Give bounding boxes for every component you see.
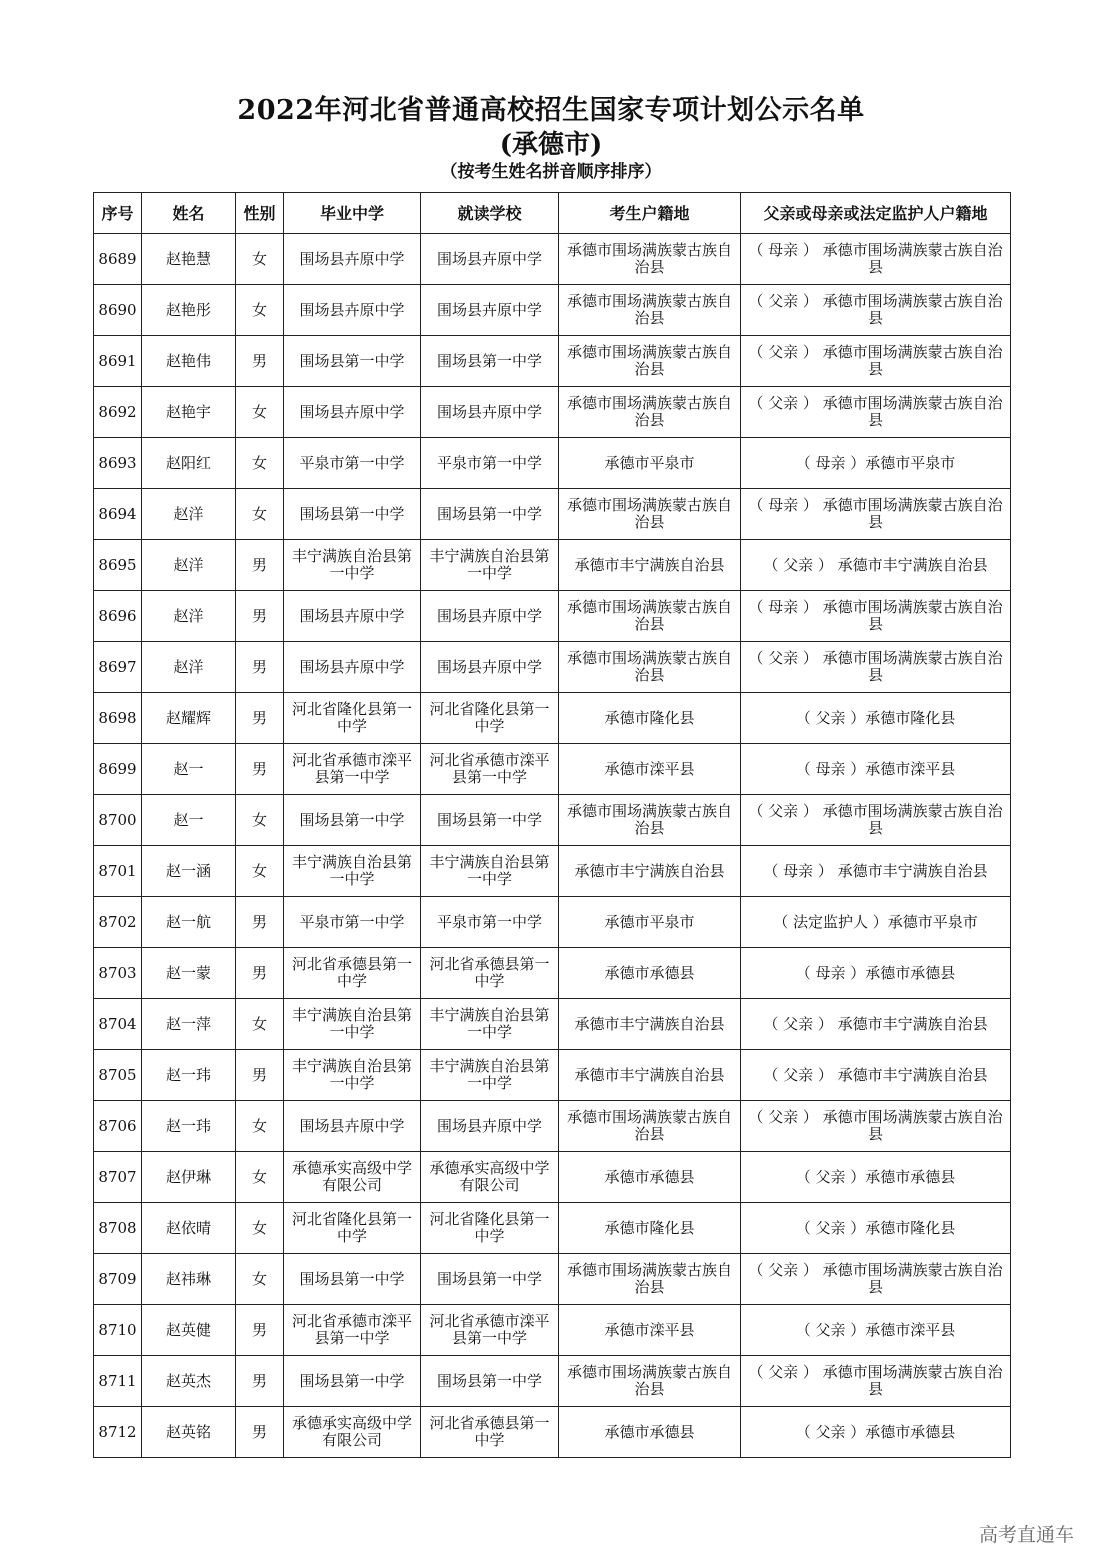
student-domicile-cell: 承德市承德县 bbox=[559, 1152, 741, 1203]
guardian-domicile-cell: （ 父亲 ） 承德市围场满族蒙古族自治县 bbox=[741, 285, 1011, 336]
name-cell: 赵艳彤 bbox=[142, 285, 236, 336]
name-cell: 赵依晴 bbox=[142, 1203, 236, 1254]
name-cell: 赵祎琳 bbox=[142, 1254, 236, 1305]
seq-cell: 8700 bbox=[94, 795, 142, 846]
table-row bbox=[94, 1101, 1011, 1152]
gender-cell: 男 bbox=[236, 1356, 284, 1407]
current-school-cell: 河北省隆化县第一中学 bbox=[421, 693, 559, 744]
student-domicile-cell: 承德市承德县 bbox=[559, 948, 741, 999]
seq-cell: 8699 bbox=[94, 744, 142, 795]
guardian-domicile-cell: （ 父亲 ） 承德市丰宁满族自治县 bbox=[741, 540, 1011, 591]
seq-cell: 8711 bbox=[94, 1356, 142, 1407]
seq-cell: 8707 bbox=[94, 1152, 142, 1203]
student-domicile-cell: 承德市围场满族蒙古族自治县 bbox=[559, 1356, 741, 1407]
seq-cell: 8706 bbox=[94, 1101, 142, 1152]
student-domicile-cell: 承德市围场满族蒙古族自治县 bbox=[559, 795, 741, 846]
name-cell: 赵伊琳 bbox=[142, 1152, 236, 1203]
guardian-domicile-cell: （ 法定监护人 ）承德市平泉市 bbox=[741, 897, 1011, 948]
graduated-school-cell: 围场县卉原中学 bbox=[284, 285, 421, 336]
current-school-cell: 围场县第一中学 bbox=[421, 1254, 559, 1305]
table-row bbox=[94, 1407, 1011, 1458]
table-row bbox=[94, 846, 1011, 897]
gender-cell: 男 bbox=[236, 744, 284, 795]
seq-cell: 8702 bbox=[94, 897, 142, 948]
seq-cell: 8697 bbox=[94, 642, 142, 693]
name-cell: 赵洋 bbox=[142, 489, 236, 540]
seq-cell: 8710 bbox=[94, 1305, 142, 1356]
seq-cell: 8704 bbox=[94, 999, 142, 1050]
table-row bbox=[94, 1050, 1011, 1101]
current-school-cell: 河北省承德县第一中学 bbox=[421, 1407, 559, 1458]
graduated-school-cell: 围场县第一中学 bbox=[284, 1356, 421, 1407]
table-row bbox=[94, 795, 1011, 846]
graduated-school-cell: 围场县卉原中学 bbox=[284, 591, 421, 642]
graduated-school-cell: 河北省承德市滦平县第一中学 bbox=[284, 744, 421, 795]
gender-cell: 男 bbox=[236, 336, 284, 387]
graduated-school-cell: 围场县第一中学 bbox=[284, 489, 421, 540]
student-domicile-cell: 承德市丰宁满族自治县 bbox=[559, 1050, 741, 1101]
table-row bbox=[94, 1356, 1011, 1407]
table-row bbox=[94, 1203, 1011, 1254]
column-header: 就读学校 bbox=[421, 193, 559, 234]
graduated-school-cell: 丰宁满族自治县第一中学 bbox=[284, 540, 421, 591]
seq-cell: 8696 bbox=[94, 591, 142, 642]
graduated-school-cell: 承德承实高级中学有限公司 bbox=[284, 1407, 421, 1458]
current-school-cell: 河北省承德市滦平县第一中学 bbox=[421, 744, 559, 795]
graduated-school-cell: 围场县卉原中学 bbox=[284, 1101, 421, 1152]
guardian-domicile-cell: （ 母亲 ） 承德市围场满族蒙古族自治县 bbox=[741, 234, 1011, 285]
gender-cell: 女 bbox=[236, 1203, 284, 1254]
table-row bbox=[94, 897, 1011, 948]
graduated-school-cell: 河北省承德市滦平县第一中学 bbox=[284, 1305, 421, 1356]
guardian-domicile-cell: （ 母亲 ）承德市滦平县 bbox=[741, 744, 1011, 795]
gender-cell: 女 bbox=[236, 438, 284, 489]
gender-cell: 男 bbox=[236, 591, 284, 642]
table-row bbox=[94, 336, 1011, 387]
student-domicile-cell: 承德市围场满族蒙古族自治县 bbox=[559, 1254, 741, 1305]
guardian-domicile-cell: （ 父亲 ）承德市承德县 bbox=[741, 1407, 1011, 1458]
gender-cell: 男 bbox=[236, 540, 284, 591]
gender-cell: 女 bbox=[236, 234, 284, 285]
table-row bbox=[94, 693, 1011, 744]
student-domicile-cell: 承德市承德县 bbox=[559, 1407, 741, 1458]
graduated-school-cell: 河北省承德县第一中学 bbox=[284, 948, 421, 999]
document-title: 2022年河北省普通高校招生国家专项计划公示名单 bbox=[237, 95, 865, 126]
name-cell: 赵洋 bbox=[142, 540, 236, 591]
guardian-domicile-cell: （ 父亲 ）承德市隆化县 bbox=[741, 693, 1011, 744]
graduated-school-cell: 平泉市第一中学 bbox=[284, 897, 421, 948]
watermark-text: 高考直通车 bbox=[978, 1524, 1074, 1546]
seq-cell: 8705 bbox=[94, 1050, 142, 1101]
guardian-domicile-cell: （ 母亲 ） 承德市围场满族蒙古族自治县 bbox=[741, 489, 1011, 540]
name-cell: 赵洋 bbox=[142, 642, 236, 693]
gender-cell: 女 bbox=[236, 846, 284, 897]
graduated-school-cell: 丰宁满族自治县第一中学 bbox=[284, 846, 421, 897]
graduated-school-cell: 承德承实高级中学有限公司 bbox=[284, 1152, 421, 1203]
current-school-cell: 围场县第一中学 bbox=[421, 489, 559, 540]
gender-cell: 女 bbox=[236, 1101, 284, 1152]
guardian-domicile-cell: （ 父亲 ）承德市承德县 bbox=[741, 1152, 1011, 1203]
current-school-cell: 丰宁满族自治县第一中学 bbox=[421, 846, 559, 897]
gender-cell: 男 bbox=[236, 642, 284, 693]
graduated-school-cell: 平泉市第一中学 bbox=[284, 438, 421, 489]
name-cell: 赵一玮 bbox=[142, 1050, 236, 1101]
current-school-cell: 围场县卉原中学 bbox=[421, 642, 559, 693]
graduated-school-cell: 围场县卉原中学 bbox=[284, 234, 421, 285]
guardian-domicile-cell: （ 母亲 ） 承德市围场满族蒙古族自治县 bbox=[741, 591, 1011, 642]
student-domicile-cell: 承德市围场满族蒙古族自治县 bbox=[559, 336, 741, 387]
current-school-cell: 丰宁满族自治县第一中学 bbox=[421, 999, 559, 1050]
current-school-cell: 围场县卉原中学 bbox=[421, 285, 559, 336]
name-cell: 赵一 bbox=[142, 744, 236, 795]
current-school-cell: 围场县第一中学 bbox=[421, 336, 559, 387]
student-domicile-cell: 承德市平泉市 bbox=[559, 897, 741, 948]
current-school-cell: 丰宁满族自治县第一中学 bbox=[421, 540, 559, 591]
seq-cell: 8709 bbox=[94, 1254, 142, 1305]
graduated-school-cell: 围场县卉原中学 bbox=[284, 387, 421, 438]
guardian-domicile-cell: （ 父亲 ）承德市滦平县 bbox=[741, 1305, 1011, 1356]
graduated-school-cell: 围场县卉原中学 bbox=[284, 642, 421, 693]
graduated-school-cell: 围场县第一中学 bbox=[284, 1254, 421, 1305]
seq-cell: 8693 bbox=[94, 438, 142, 489]
graduated-school-cell: 河北省隆化县第一中学 bbox=[284, 1203, 421, 1254]
graduated-school-cell: 围场县第一中学 bbox=[284, 336, 421, 387]
seq-cell: 8703 bbox=[94, 948, 142, 999]
current-school-cell: 河北省隆化县第一中学 bbox=[421, 1203, 559, 1254]
student-domicile-cell: 承德市围场满族蒙古族自治县 bbox=[559, 234, 741, 285]
name-cell: 赵一 bbox=[142, 795, 236, 846]
name-cell: 赵一航 bbox=[142, 897, 236, 948]
table-row bbox=[94, 1152, 1011, 1203]
guardian-domicile-cell: （ 父亲 ） 承德市围场满族蒙古族自治县 bbox=[741, 1254, 1011, 1305]
seq-cell: 8708 bbox=[94, 1203, 142, 1254]
current-school-cell: 围场县卉原中学 bbox=[421, 1101, 559, 1152]
table-row bbox=[94, 642, 1011, 693]
name-cell: 赵一涵 bbox=[142, 846, 236, 897]
guardian-domicile-cell: （ 父亲 ） 承德市围场满族蒙古族自治县 bbox=[741, 642, 1011, 693]
guardian-domicile-cell: （ 父亲 ） 承德市围场满族蒙古族自治县 bbox=[741, 1101, 1011, 1152]
student-domicile-cell: 承德市平泉市 bbox=[559, 438, 741, 489]
name-cell: 赵艳伟 bbox=[142, 336, 236, 387]
graduated-school-cell: 河北省隆化县第一中学 bbox=[284, 693, 421, 744]
student-domicile-cell: 承德市围场满族蒙古族自治县 bbox=[559, 1101, 741, 1152]
column-header: 父亲或母亲或法定监护人户籍地 bbox=[741, 193, 1011, 234]
name-cell: 赵洋 bbox=[142, 591, 236, 642]
gender-cell: 男 bbox=[236, 1050, 284, 1101]
name-cell: 赵英杰 bbox=[142, 1356, 236, 1407]
column-header: 性别 bbox=[236, 193, 284, 234]
seq-cell: 8689 bbox=[94, 234, 142, 285]
guardian-domicile-cell: （ 母亲 ）承德市承德县 bbox=[741, 948, 1011, 999]
gender-cell: 男 bbox=[236, 693, 284, 744]
roster-table bbox=[93, 192, 1011, 1458]
gender-cell: 女 bbox=[236, 795, 284, 846]
current-school-cell: 围场县卉原中学 bbox=[421, 234, 559, 285]
name-cell: 赵艳宇 bbox=[142, 387, 236, 438]
graduated-school-cell: 围场县第一中学 bbox=[284, 795, 421, 846]
name-cell: 赵耀辉 bbox=[142, 693, 236, 744]
current-school-cell: 围场县卉原中学 bbox=[421, 387, 559, 438]
table-row bbox=[94, 285, 1011, 336]
column-header: 序号 bbox=[94, 193, 142, 234]
graduated-school-cell: 丰宁满族自治县第一中学 bbox=[284, 999, 421, 1050]
student-domicile-cell: 承德市滦平县 bbox=[559, 1305, 741, 1356]
seq-cell: 8691 bbox=[94, 336, 142, 387]
name-cell: 赵阳红 bbox=[142, 438, 236, 489]
seq-cell: 8692 bbox=[94, 387, 142, 438]
current-school-cell: 平泉市第一中学 bbox=[421, 438, 559, 489]
gender-cell: 女 bbox=[236, 999, 284, 1050]
guardian-domicile-cell: （ 父亲 ）承德市隆化县 bbox=[741, 1203, 1011, 1254]
student-domicile-cell: 承德市隆化县 bbox=[559, 1203, 741, 1254]
table-row bbox=[94, 387, 1011, 438]
student-domicile-cell: 承德市围场满族蒙古族自治县 bbox=[559, 591, 741, 642]
column-header: 毕业中学 bbox=[284, 193, 421, 234]
seq-cell: 8698 bbox=[94, 693, 142, 744]
document-subtitle: (承德市) bbox=[499, 130, 603, 160]
graduated-school-cell: 丰宁满族自治县第一中学 bbox=[284, 1050, 421, 1101]
seq-cell: 8695 bbox=[94, 540, 142, 591]
name-cell: 赵英铭 bbox=[142, 1407, 236, 1458]
seq-cell: 8694 bbox=[94, 489, 142, 540]
seq-cell: 8690 bbox=[94, 285, 142, 336]
column-header: 姓名 bbox=[142, 193, 236, 234]
current-school-cell: 河北省承德县第一中学 bbox=[421, 948, 559, 999]
guardian-domicile-cell: （ 父亲 ） 承德市围场满族蒙古族自治县 bbox=[741, 795, 1011, 846]
current-school-cell: 河北省承德市滦平县第一中学 bbox=[421, 1305, 559, 1356]
gender-cell: 男 bbox=[236, 948, 284, 999]
name-cell: 赵一玮 bbox=[142, 1101, 236, 1152]
name-cell: 赵艳慧 bbox=[142, 234, 236, 285]
guardian-domicile-cell: （ 父亲 ） 承德市丰宁满族自治县 bbox=[741, 999, 1011, 1050]
current-school-cell: 围场县第一中学 bbox=[421, 795, 559, 846]
current-school-cell: 围场县卉原中学 bbox=[421, 591, 559, 642]
guardian-domicile-cell: （ 母亲 ） 承德市丰宁满族自治县 bbox=[741, 846, 1011, 897]
table-row bbox=[94, 1254, 1011, 1305]
student-domicile-cell: 承德市丰宁满族自治县 bbox=[559, 999, 741, 1050]
name-cell: 赵一萍 bbox=[142, 999, 236, 1050]
table-row bbox=[94, 744, 1011, 795]
student-domicile-cell: 承德市围场满族蒙古族自治县 bbox=[559, 642, 741, 693]
student-domicile-cell: 承德市围场满族蒙古族自治县 bbox=[559, 489, 741, 540]
table-row bbox=[94, 438, 1011, 489]
name-cell: 赵一蒙 bbox=[142, 948, 236, 999]
guardian-domicile-cell: （ 父亲 ） 承德市围场满族蒙古族自治县 bbox=[741, 1356, 1011, 1407]
gender-cell: 女 bbox=[236, 387, 284, 438]
current-school-cell: 平泉市第一中学 bbox=[421, 897, 559, 948]
table-row bbox=[94, 234, 1011, 285]
guardian-domicile-cell: （ 母亲 ）承德市平泉市 bbox=[741, 438, 1011, 489]
student-domicile-cell: 承德市围场满族蒙古族自治县 bbox=[559, 387, 741, 438]
guardian-domicile-cell: （ 父亲 ） 承德市围场满族蒙古族自治县 bbox=[741, 387, 1011, 438]
student-domicile-cell: 承德市丰宁满族自治县 bbox=[559, 540, 741, 591]
seq-cell: 8701 bbox=[94, 846, 142, 897]
table-row bbox=[94, 999, 1011, 1050]
student-domicile-cell: 承德市滦平县 bbox=[559, 744, 741, 795]
table-row bbox=[94, 540, 1011, 591]
table-row bbox=[94, 1305, 1011, 1356]
gender-cell: 女 bbox=[236, 1254, 284, 1305]
guardian-domicile-cell: （ 父亲 ） 承德市丰宁满族自治县 bbox=[741, 1050, 1011, 1101]
guardian-domicile-cell: （ 父亲 ） 承德市围场满族蒙古族自治县 bbox=[741, 336, 1011, 387]
table-row bbox=[94, 489, 1011, 540]
gender-cell: 男 bbox=[236, 1305, 284, 1356]
student-domicile-cell: 承德市丰宁满族自治县 bbox=[559, 846, 741, 897]
sort-note: （按考生姓名拼音顺序排序） bbox=[440, 162, 662, 182]
student-domicile-cell: 承德市围场满族蒙古族自治县 bbox=[559, 285, 741, 336]
table-header-row bbox=[94, 193, 1011, 234]
gender-cell: 女 bbox=[236, 1152, 284, 1203]
current-school-cell: 丰宁满族自治县第一中学 bbox=[421, 1050, 559, 1101]
table-row bbox=[94, 948, 1011, 999]
current-school-cell: 围场县第一中学 bbox=[421, 1356, 559, 1407]
gender-cell: 女 bbox=[236, 285, 284, 336]
gender-cell: 男 bbox=[236, 897, 284, 948]
name-cell: 赵英健 bbox=[142, 1305, 236, 1356]
seq-cell: 8712 bbox=[94, 1407, 142, 1458]
student-domicile-cell: 承德市隆化县 bbox=[559, 693, 741, 744]
column-header: 考生户籍地 bbox=[559, 193, 741, 234]
table-row bbox=[94, 591, 1011, 642]
gender-cell: 女 bbox=[236, 489, 284, 540]
gender-cell: 男 bbox=[236, 1407, 284, 1458]
current-school-cell: 承德承实高级中学有限公司 bbox=[421, 1152, 559, 1203]
